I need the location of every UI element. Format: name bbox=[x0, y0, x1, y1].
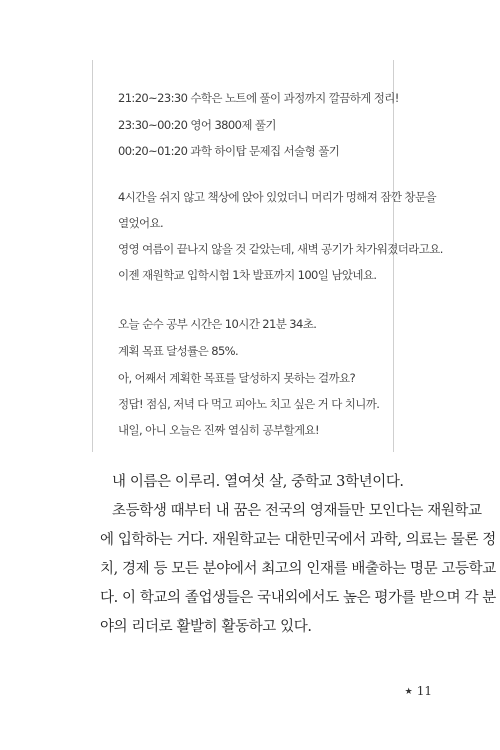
diary-reflection-line: 영영 여름이 끝나지 않을 것 같았는데, 새벽 공기가 차가워졌더라고요. bbox=[118, 242, 443, 256]
body-paragraph-line: 초등학생 때부터 내 꿈은 전국의 영재들만 모인다는 재원학교 bbox=[112, 503, 482, 519]
diary-reflection-line: 열었어요. bbox=[118, 216, 164, 230]
diary-summary-line: 아, 어째서 계획한 목표를 달성하지 못하는 걸까요? bbox=[118, 371, 356, 385]
page-number bbox=[405, 684, 432, 698]
star-icon: ★ bbox=[404, 687, 413, 697]
body-paragraph-line: 치, 경제 등 모든 분야에서 최고의 인재를 배출하는 명문 고등학교 bbox=[100, 561, 496, 577]
diary-reflection-line: 4시간을 쉬지 않고 책상에 앉아 있었더니 머리가 멍해져 잠깐 창문을 bbox=[118, 190, 436, 204]
body-paragraph-line: 야의 리더로 활발히 활동하고 있다. bbox=[100, 619, 312, 635]
diary-summary-line: 정답! 점심, 저녁 다 먹고 피아노 치고 싶은 거 다 치니까. bbox=[118, 397, 380, 411]
diary-summary-line: 오늘 순수 공부 시간은 10시간 21분 34초. bbox=[118, 317, 317, 331]
diary-schedule-line: 00:20~01:20 과학 하이탑 문제집 서술형 풀기 bbox=[118, 144, 340, 158]
diary-reflection-line: 이젠 재원학교 입학시험 1차 발표까지 100일 남았네요. bbox=[118, 268, 377, 282]
page-number-value: 11 bbox=[416, 684, 432, 698]
body-paragraph-line: 내 이름은 이루리. 열여섯 살, 중학교 3학년이다. bbox=[112, 474, 404, 490]
diary-schedule-line: 23:30~00:20 영어 3800제 풀기 bbox=[118, 118, 276, 132]
diary-summary-line: 내일, 아니 오늘은 진짜 열심히 공부할게요! bbox=[118, 423, 319, 437]
body-paragraph-line: 다. 이 학교의 졸업생들은 국내외에서도 높은 평가를 받으며 각 분 bbox=[100, 590, 496, 606]
body-paragraph-line: 에 입학하는 거다. 재원학교는 대한민국에서 과학, 의료는 물론 정 bbox=[100, 532, 496, 548]
diary-summary-line: 계획 목표 달성률은 85%. bbox=[118, 344, 239, 358]
diary-schedule-line: 21:20~23:30 수학은 노트에 풀이 과정까지 깔끔하게 정리! bbox=[118, 91, 399, 105]
